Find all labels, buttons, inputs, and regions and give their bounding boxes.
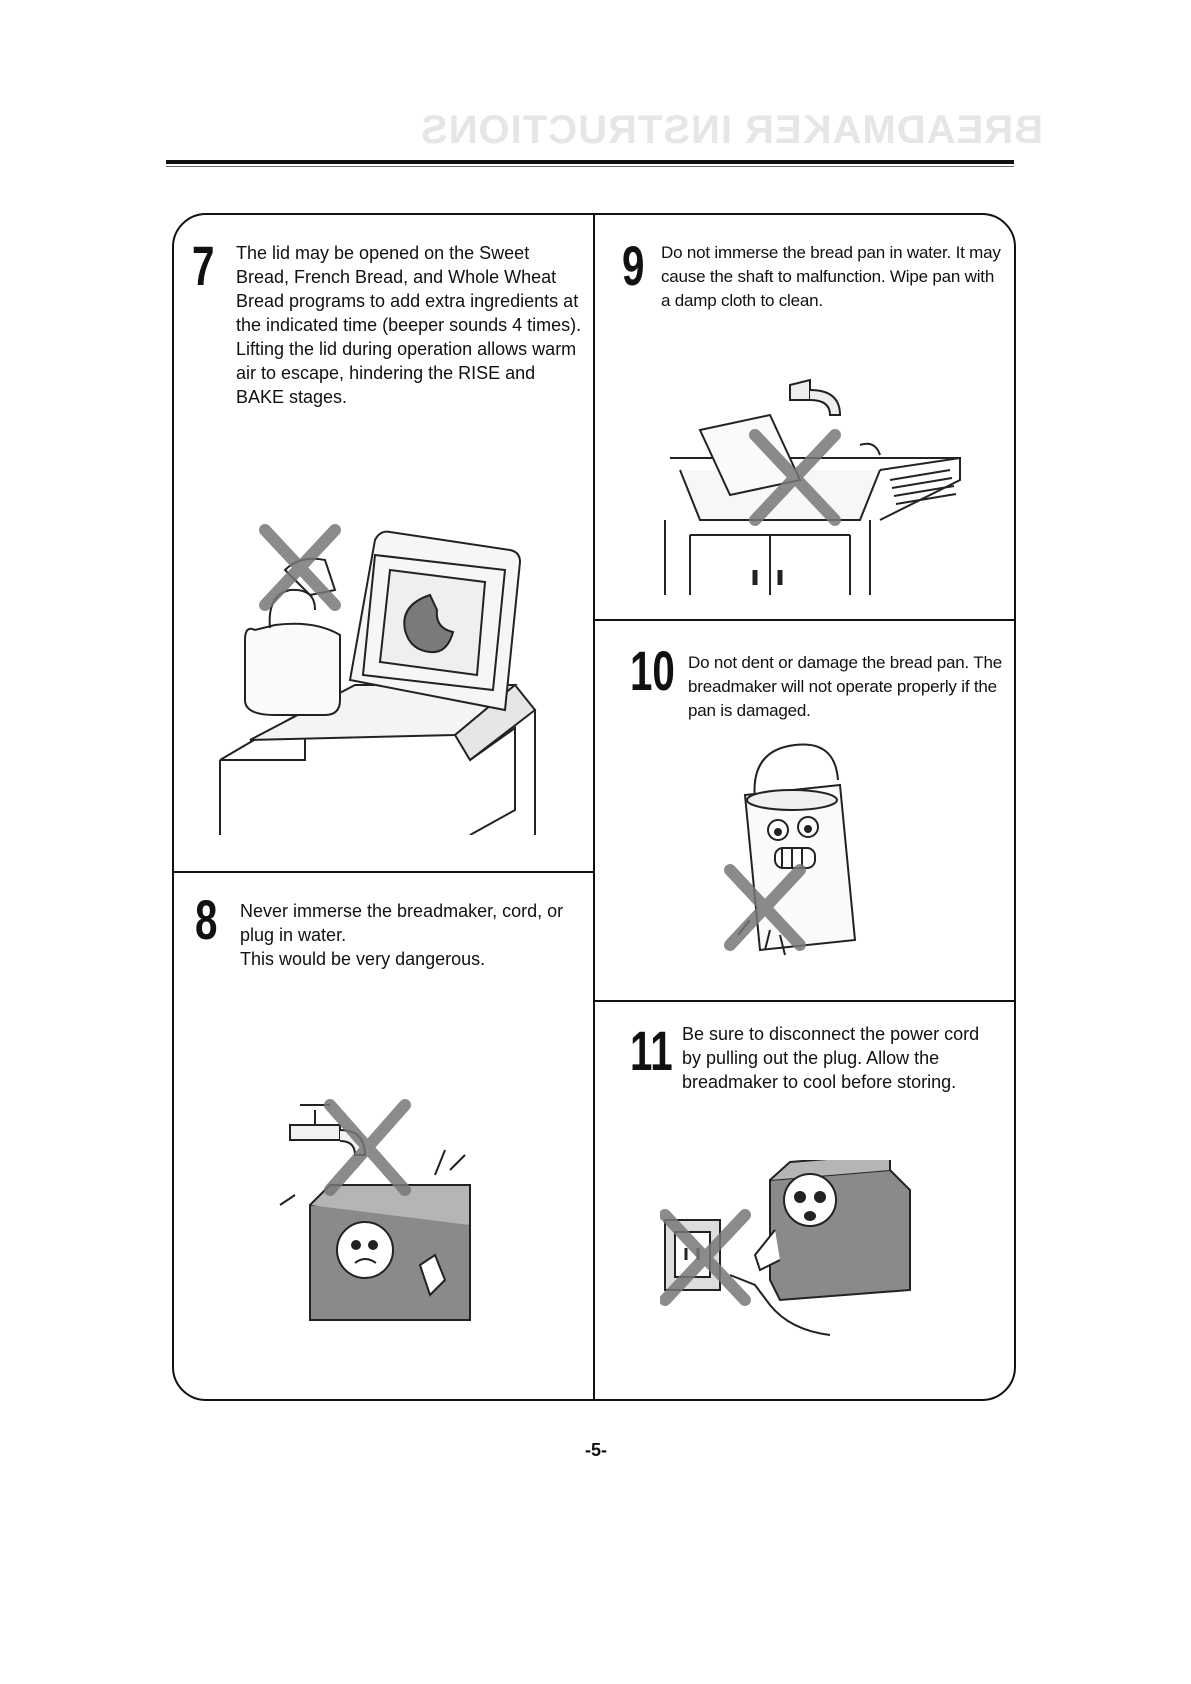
step-7-text: The lid may be opened on the Sweet Bread, French Bread, and Whole Wheat Bread programs to add extra ingredients at the indicated time (beeper sounds 4 times). Lifting the lid during operation allows warm air to escape, hindering the RISE and BAKE stages. [236,243,582,407]
row-divider-right-1 [594,619,1015,621]
column-divider [593,215,595,1400]
step-number-8: 8 [195,888,218,951]
header-rule [166,160,1014,164]
step-number-11: 11 [630,1019,673,1082]
page-number: -5- [585,1440,607,1460]
breadmaker-lid-illustration [215,510,560,835]
bleed-through-title: BREADMAKER INSTRUCTIONS [420,108,1043,152]
step-9-text: Do not immerse the bread pan in water. It may cause the shaft to malfunction. Wipe pan with a damp cloth to clean. [661,243,1001,310]
unplug-illustration [660,1160,920,1345]
row-divider-right-2 [594,1000,1015,1002]
step-8-text: Never immerse the breadmaker, cord, or plug in water. [240,901,564,945]
step-11-text: Be sure to disconnect the power cord by pulling out the plug. Allow the breadmaker to cool before storing. [682,1024,980,1092]
header-rule-thin [166,166,1014,167]
step-number-7: 7 [192,234,215,297]
row-divider-left [174,871,594,873]
step-10-text: Do not dent or damage the bread pan. The breadmaker will not operate properly if the pan is damaged. [688,653,1002,720]
dented-pan-illustration [720,740,920,970]
sink-pan-illustration [660,370,970,595]
step-number-10: 10 [630,639,675,702]
step-number-9: 9 [622,234,645,297]
step-8-warning: This would be very dangerous. [240,949,486,969]
breadmaker-water-illustration [270,1055,500,1335]
